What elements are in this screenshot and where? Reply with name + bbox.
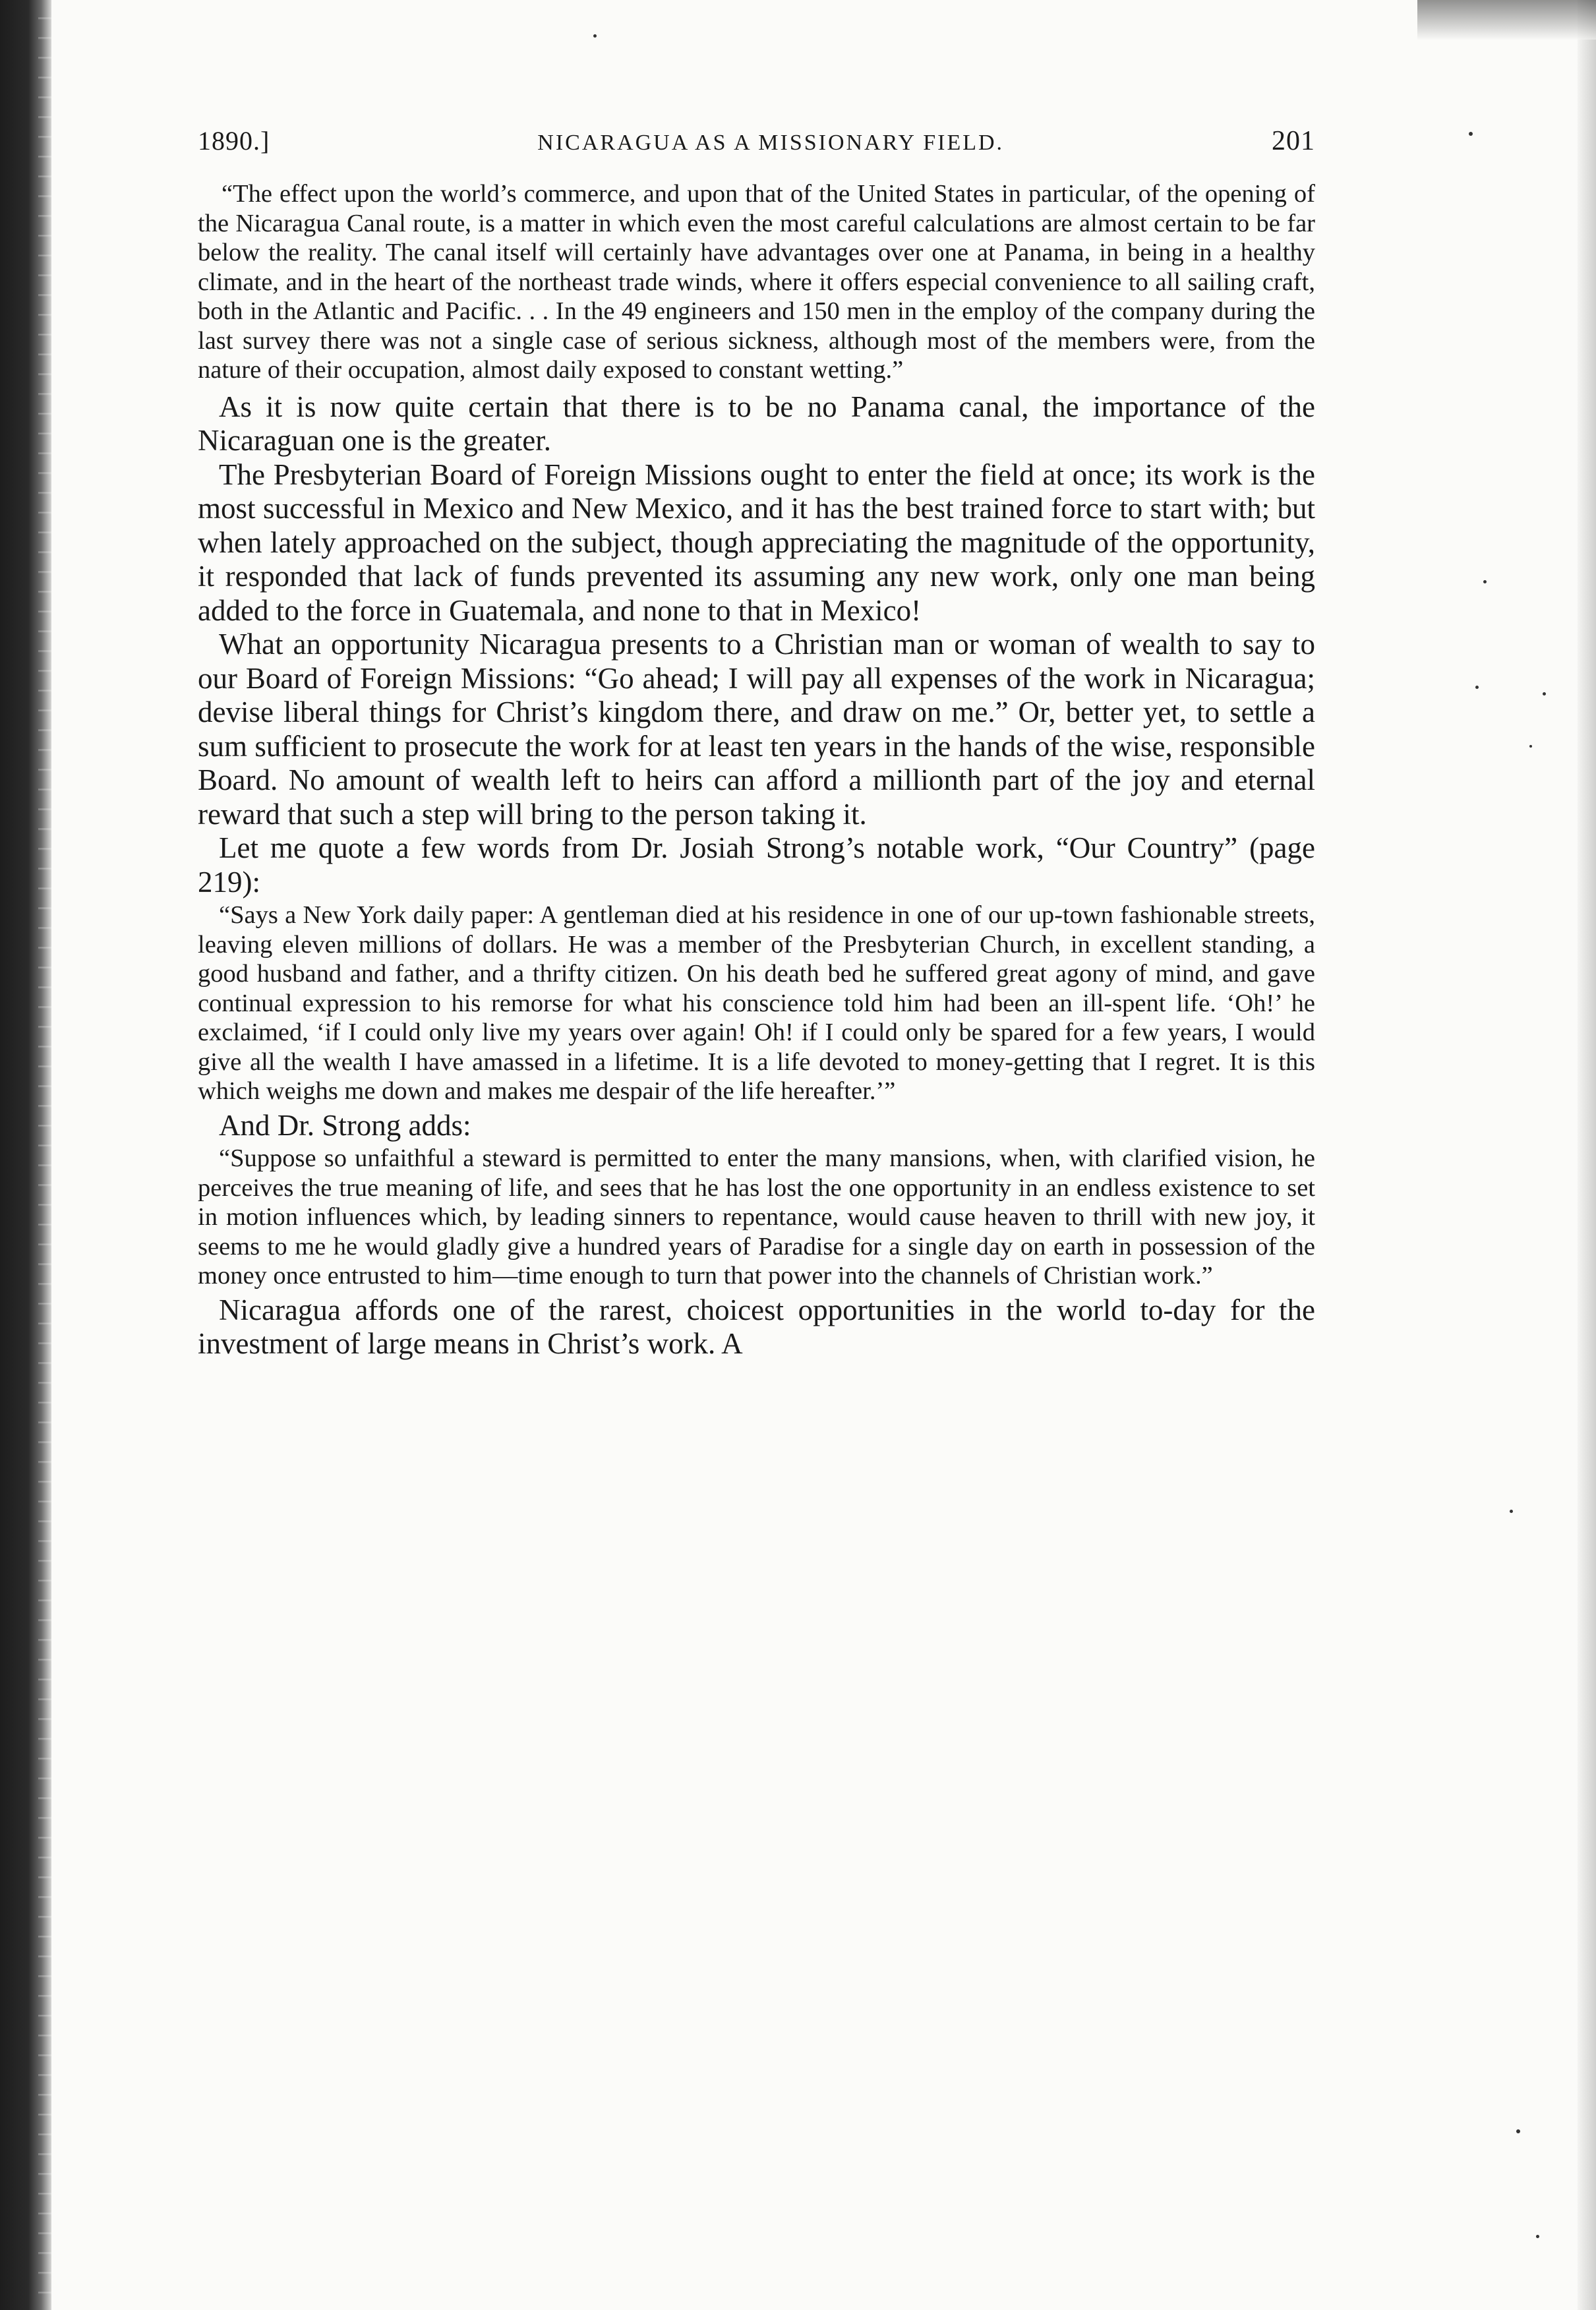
page-number: 201 (1272, 126, 1315, 156)
page-content (198, 125, 1315, 1361)
quote-new-york-paper: “Says a New York daily paper: A gentleman died at his residence in one of our up-town fashionable streets, leaving eleven millions of dollars. He was a member of the Presbyterian Church, in excellent standing, a good husband and father, and a thrifty citizen. On his death bed he suffered great agony of mind, and gave continual expression to his remorse for what his conscience told him had been an ill-spent life. ‘Oh!’ he exclaimed, ‘if I could only live my years over again! Oh! if I could only be spared for a few years, I would give all the wealth I have amassed in a lifetime. It is a life devoted to money-getting that I regret. It is this which weighs me down and makes me despair of the life hereafter.’” (198, 901, 1315, 1105)
running-header (198, 125, 1315, 162)
paragraph-presbyterian-board: The Presbyterian Board of Foreign Missions ought to enter the field at once; its work is the most successful in Mexico and New Mexico, and it has the best trained force to start with; but when lately approached on the subject, though appreciating the magnitude of the opportunity, it responded that lack of funds prevented its assuming any new work, only one man being added to the force in Guatemala, and none to that in Mexico! (198, 458, 1315, 627)
paragraph-panama: As it is now quite certain that there is to be no Panama canal, the importance of the Nicaraguan one is the greater. (198, 390, 1315, 457)
paragraph-strong-adds: And Dr. Strong adds: (219, 1108, 471, 1142)
header-title: NICARAGUA AS A MISSIONARY FIELD. (537, 131, 1005, 155)
book-binding-edge (0, 0, 51, 2310)
paragraph-opportunity: What an opportunity Nicaragua presents to a Christian man or woman of wealth to say to our Board of Foreign Missions: “Go ahead; I will pay all expenses of the work in Nicaragua; devise liberal things for Christ’s kingdom there, and draw on me.” Or, better yet, to settle a sum sufficient to prosecute the work for at least ten years in the hands of the wise, responsible Board. No amount of wealth left to heirs can afford a millionth part of the joy and eternal reward that such a step will bring to the person taking it. (198, 628, 1315, 831)
quote-canal-commerce: “The effect upon the world’s commerce, and upon that of the United States in particular, of the opening of the Nicaragua Canal route, is a matter in which even the most careful calculations are almost certain to be far below the reality. The canal itself will certainly have advantages over one at Panama, in being in a healthy climate, and in the heart of the northeast trade winds, where it offers especial convenience to all sailing craft, both in the Atlantic and Pacific. . . In the 49 engineers and 150 men in the employ of the company during the last survey there was not a single case of serious sickness, although most of the members were, from the nature of their occupation, almost daily exposed to constant wetting.” (198, 180, 1315, 384)
paragraph-strong-quote-intro: Let me quote a few words from Dr. Josiah Strong’s notable work, “Our Country” (page 219): (198, 831, 1315, 899)
header-year: 1890.] (198, 126, 270, 156)
scan-shadow (1417, 0, 1596, 40)
paragraph-conclusion: Nicaragua affords one of the rarest, choicest opportunities in the world to-day for the investment of large means in Christ’s work. A (198, 1293, 1315, 1360)
quote-unfaithful-steward: “Suppose so unfaithful a steward is permitted to enter the many mansions, when, with clarified vision, he perceives the true meaning of life, and sees that he has lost the one opportunity in an endless existence to set in motion influences which, by leading sinners to repentance, would cause heaven to thrill with new joy, it seems to me he would gladly give a hundred years of Paradise for a single day on earth in possession of the money once entrusted to him—time enough to turn that power into the channels of Christian work.” (198, 1144, 1315, 1289)
page-right-edge (1578, 0, 1596, 2310)
